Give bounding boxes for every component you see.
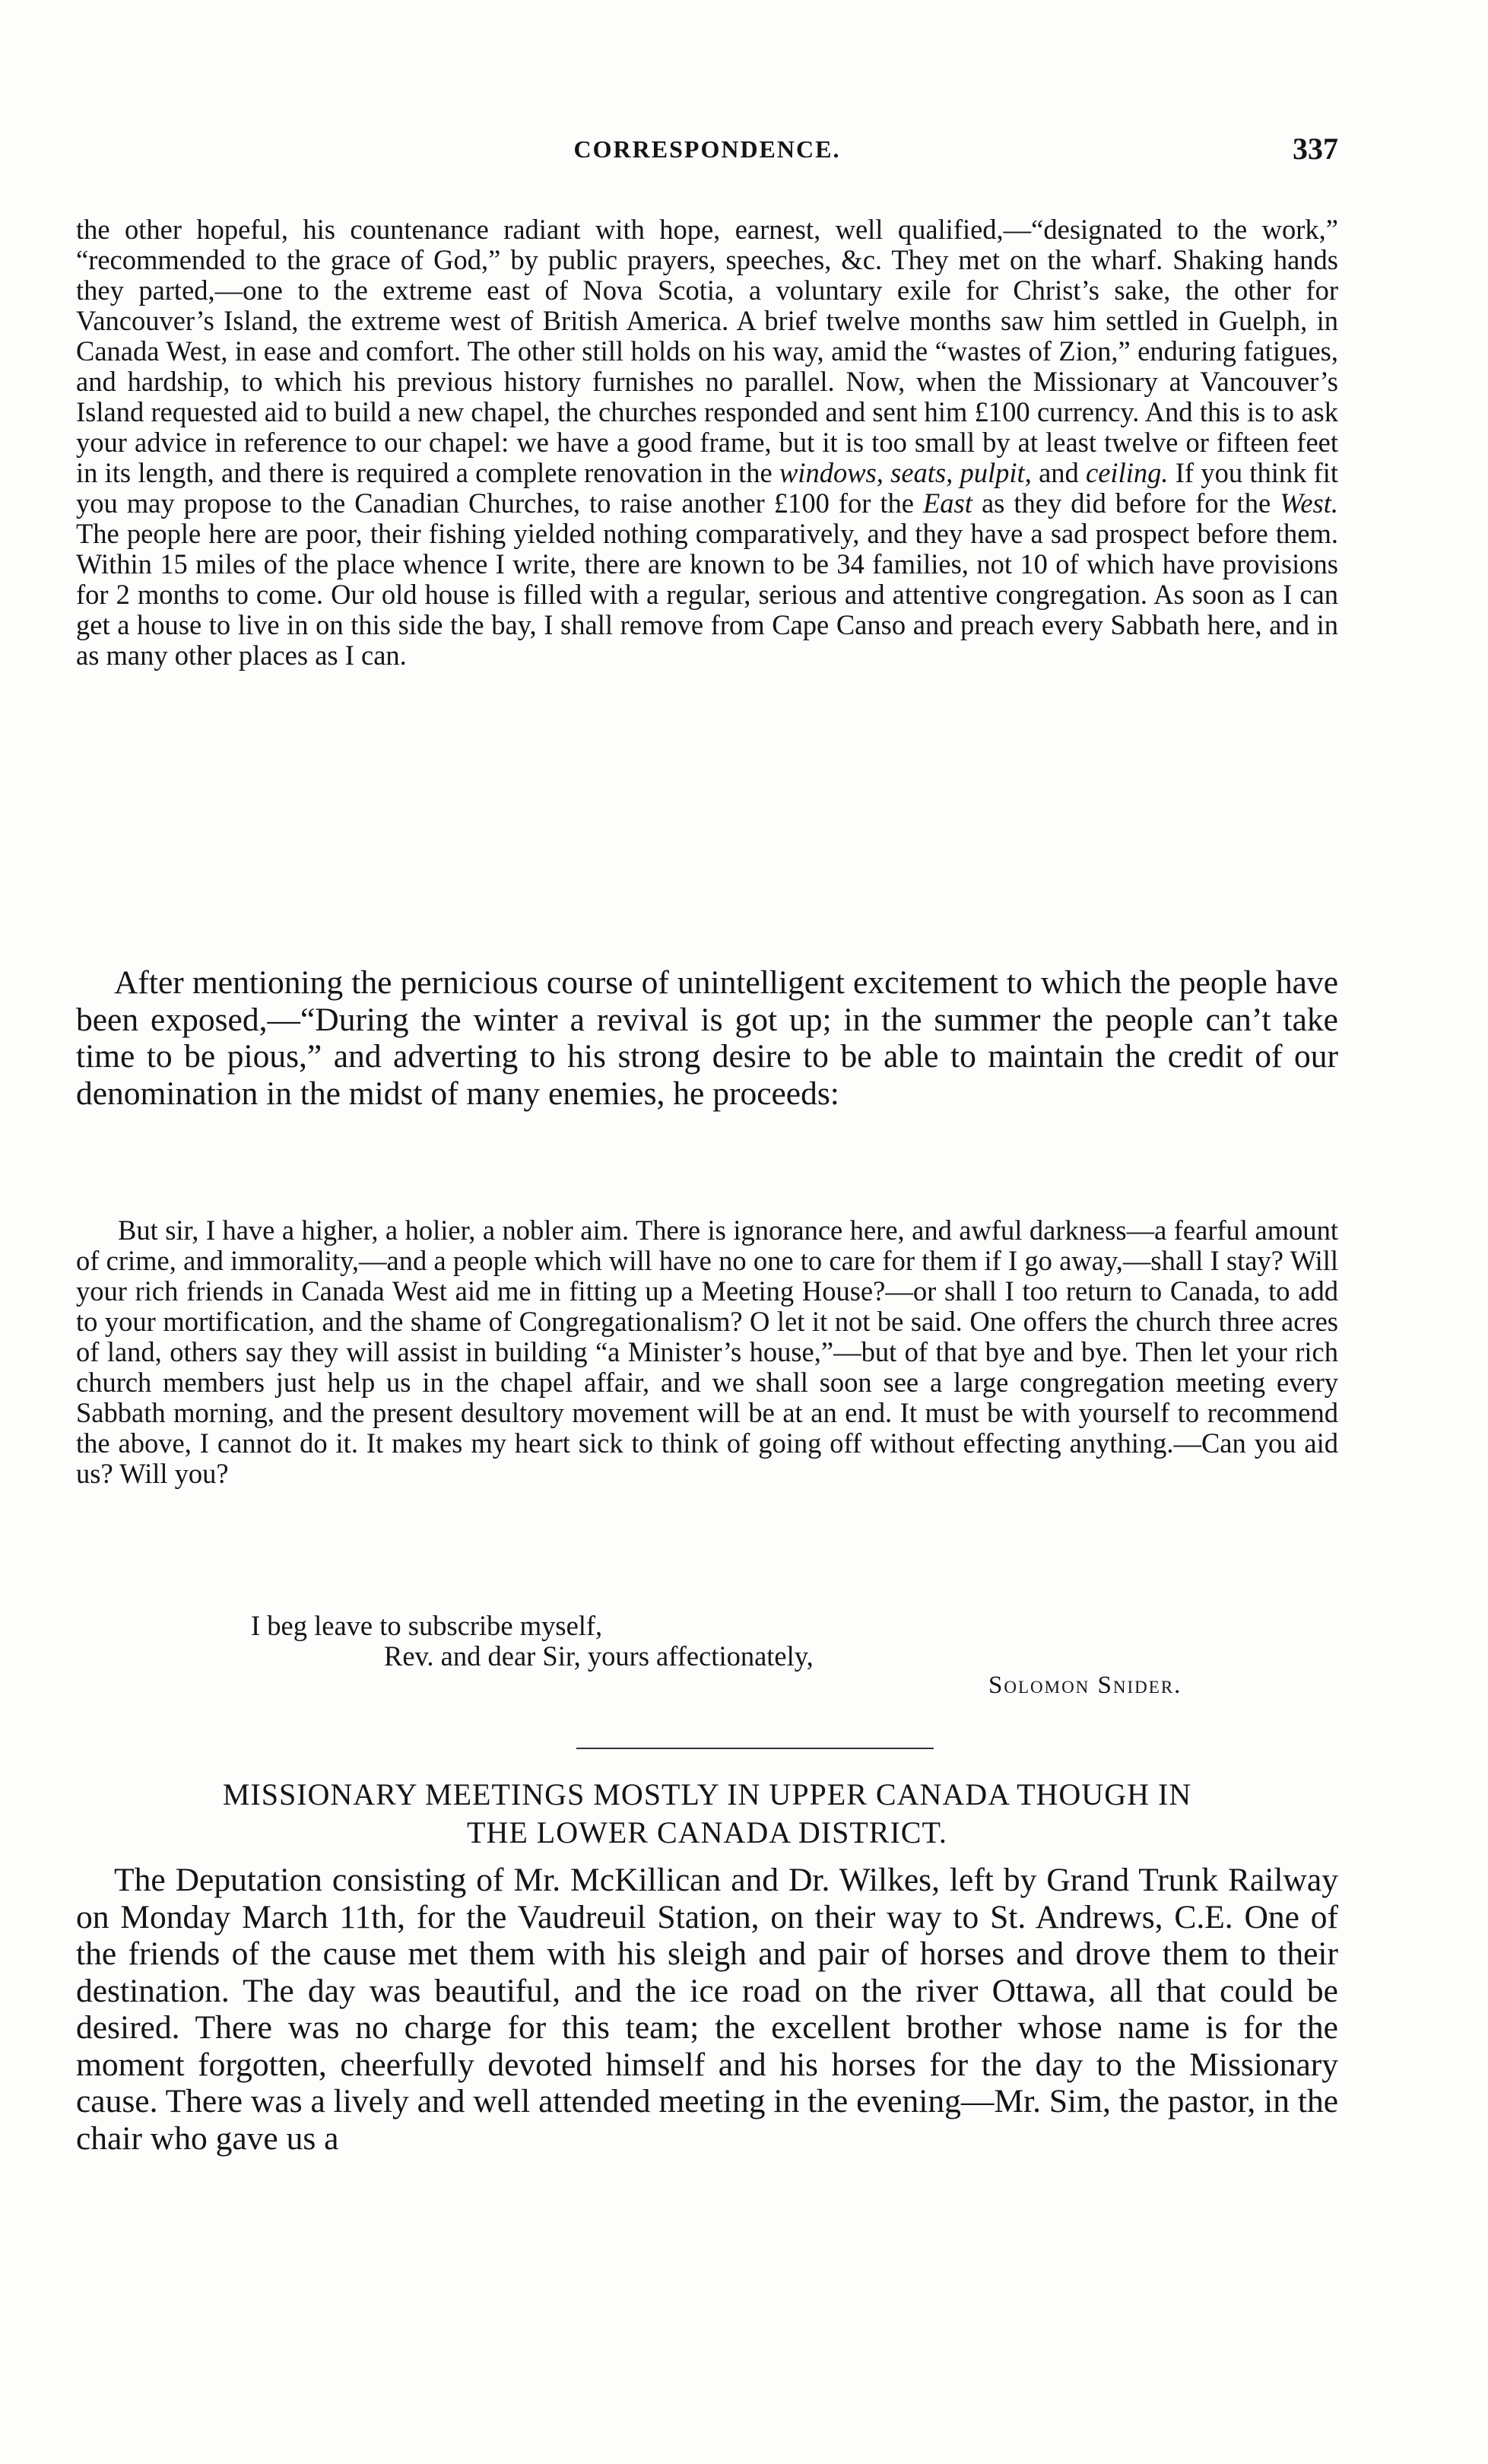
page-header	[76, 132, 1338, 173]
section-heading-line-1: MISSIONARY MEETINGS MOSTLY IN UPPER CANADA THOUGH IN	[222, 1777, 1192, 1811]
closing-line-2: Rev. and dear Sir, yours affectionately,	[384, 1640, 814, 1672]
section-paragraph	[76, 1862, 1338, 2157]
letter-text: The people here are poor, their fishing yielded nothing comparatively, and they have a sad prospect before them. Within 15 miles of the place whence I write, there are known to be 34 families, not 10 of which have provisions for 2 months to come. Our old house is filled with a regular, serious and attentive congregation. As soon as I can get a house to live in on this side the bay, I shall remove from Cape Canso and preach every Sabbath here, and in as many other places as I can.	[76, 518, 1338, 671]
italic-text: West.	[1280, 487, 1339, 519]
section-heading-line-2: THE LOWER CANADA DISTRICT.	[467, 1815, 947, 1850]
section-divider	[576, 1748, 934, 1749]
letter-text: If you think fit you may propose to the Canadian Churches, to raise another £100 for the	[76, 457, 1339, 519]
signature: Solomon Snider.	[988, 1672, 1182, 1699]
letter-paragraph-1	[76, 214, 1338, 671]
section-text: The Deputation consisting of Mr. McKillican and Dr. Wilkes, left by Grand Trunk Railway on Monday March 11th, for the Vaudreuil Station, on their way to St. Andrews, C.E. One of the friends of the cause met them with his sleigh and pair of horses and drove them to their destination. The day was beautiful, and the ice road on the river Ottawa, all that could be desired. There was no charge for this team; the excellent brother whose name is for the moment forgotten, cheerfully devoted himself and his horses for the day to the Missionary cause. There was a lively and well attended meeting in the evening—Mr. Sim, the pastor, in the chair who gave us a	[76, 1862, 1338, 2157]
page-number: 337	[1293, 132, 1338, 166]
italic-text: ceiling.	[1086, 457, 1169, 488]
editorial-text: After mentioning the pernicious course of unintelligent excitement to which the people have been exposed,—“During the winter a revival is got up; in the summer the people can’t take time to be pious,” and adverting to his strong desire to be able to maintain the credit of our denomination in the midst of many enemies, he proceeds:	[76, 964, 1338, 1112]
closing-line-1: I beg leave to subscribe myself,	[251, 1610, 603, 1641]
italic-text: windows, seats, pulpit,	[779, 457, 1032, 488]
section-heading	[76, 1776, 1338, 1852]
letter-text: as they did before for the	[981, 487, 1271, 519]
letter-paragraph-2	[76, 1215, 1338, 1489]
running-head: CORRESPONDENCE.	[573, 135, 841, 163]
editorial-paragraph	[76, 964, 1338, 1112]
letter-text: But sir, I have a higher, a holier, a nobler aim. There is ignorance here, and awful darkness—a fearful amount of crime, and immorality,—and a people which will have no one to care for them if I go away,—shall I stay? Will your rich friends in Canada West aid me in fitting up a Meeting House?—or shall I too return to Canada, to add to your mortification, and the shame of Congregationalism? O let it not be said. One offers the church three acres of land, others say they will assist in building “a Minister’s house,”—but of that bye and bye. Then let your rich church members just help us in the chapel affair, and we shall soon see a large congregation meeting every Sabbath morning, and the present desultory movement will be at an end. It must be with yourself to recommend the above, I cannot do it. It makes my heart sick to think of going off without effecting anything.—Can you aid us? Will you?	[76, 1215, 1338, 1489]
letter-text: and	[1039, 457, 1079, 488]
italic-text: East	[923, 487, 972, 519]
letter-text: the other hopeful, his countenance radiant with hope, earnest, well qualified,—“designated to the work,” “recommended to the grace of God,” by public prayers, speeches, &c. They met on the wharf. Shaking hands they parted,—one to the extreme east of Nova Scotia, a voluntary exile for Christ’s sake, the other for Vancouver’s Island, the extreme west of British America. A brief twelve months saw him settled in Guelph, in Canada West, in ease and comfort. The other still holds on his way, amid the “wastes of Zion,” enduring fatigues, and hardship, to which his previous history furnishes no parallel. Now, when the Missionary at Vancouver’s Island requested aid to build a new chapel, the churches responded and sent him £100 currency. And this is to ask your advice in reference to our chapel: we have a good frame, but it is too small by at least twelve or fifteen feet in its length, and there is required a complete renovation in the	[76, 214, 1338, 488]
